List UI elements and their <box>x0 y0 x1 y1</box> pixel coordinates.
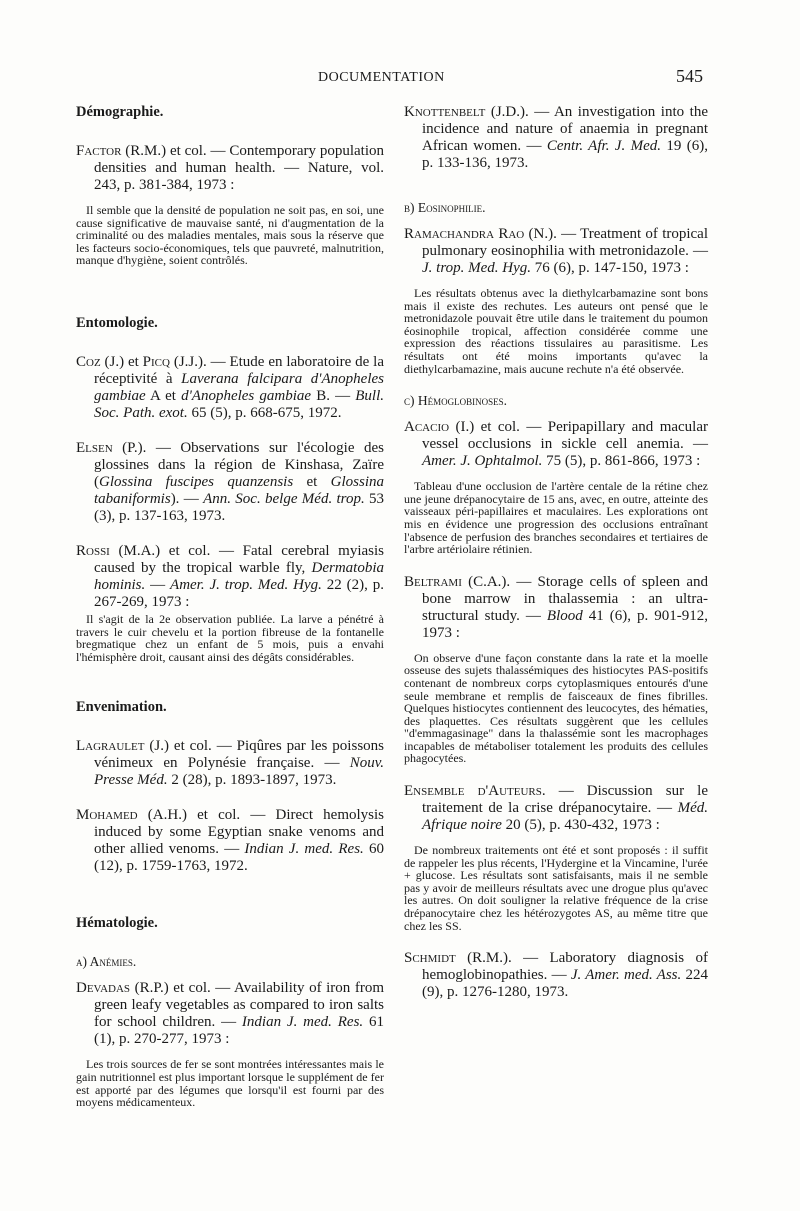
running-header: DOCUMENTATION <box>318 70 445 85</box>
sub-heading-anemies: a) Anémies. <box>76 954 137 970</box>
reference-beltrami: Beltrami (C.A.). — Storage cells of spleen and bone marrow in thalassemia : an ultra-structural study. — Blood 41 (6), p. 901-912, 1973 : <box>404 573 708 641</box>
sub-heading-hemoglobinoses: c) Hémoglobinoses. <box>404 393 508 409</box>
abstract-ensemble-auteurs: De nombreux traitements ont été et sont proposés : il suffit de rappeler les plus récents, l'Hydergine et la Vincamine, l'urée + glucose. Les résultats sont satisfaisants, mais il ne semble pas y avoir de meilleurs résultats avec une drogue plus qu'avec les autres. On doit souligner la relative fréquence de la crise drépanocytaire chez les hétérozygotes AS, au même titre que chez les SS. <box>404 843 708 933</box>
section-heading-hematologie: Hématologie. <box>76 915 158 932</box>
reference-rao: Ramachandra Rao (N.). — Treatment of tropical pulmonary eosinophilia with metronidazole. — J. trop. Med. Hyg. 76 (6), p. 147-150, 1973 : <box>404 226 709 276</box>
abstract-rossi: Il s'agit de la 2e observation publiée. La larve a pénétré à travers le cuir chevelu et la portion fibreuse de la fontanelle bregmatique chez un enfant de 5 mois, puis a envahi l'hémisphère droit, causant ainsi des dégâts considérables. <box>76 611 384 664</box>
page-number: 545 <box>676 66 703 86</box>
reference-factor: Factor (R.M.) et col. — Contemporary population densities and human health. — Nature, vol. 243, p. 381-384, 1973 : <box>76 143 384 193</box>
reference-elsen: Elsen (P.). — Observations sur l'écologie des glossines dans la région de Kinshasa, Zaïre (Glossina fuscipes quanzensis et Glossina tabaniformis). — Ann. Soc. belge Méd. trop. 53 (3), p. 137-163, 1973. <box>76 439 385 524</box>
reference-rossi: Rossi (M.A.) et col. — Fatal cerebral myiasis caused by the tropical warble fly, Dermatobia hominis. — Amer. J. trop. Med. Hyg. 22 (2), p. 267-269, 1973 : <box>76 542 385 610</box>
section-heading-envenimation: Envenimation. <box>76 699 167 716</box>
abstract-devadas: Les trois sources de fer se sont montrées intéressantes mais le gain nutritionnel est plus important lorsque le supplément de fer est apporté par des légumes que lorsqu'il est fourni par des moyens médicamenteux. <box>76 1057 384 1110</box>
abstract-beltrami: On observe d'une façon constante dans la rate et la moelle osseuse des sujets thalassémiques des histiocytes PAS-positifs contenant de nombreux corps cytoplasmiques entourés d'une seule membrane et remplis de faisceaux de fines fibrilles. Quelques histiocytes contiennent des leucocytes, des hématies, des plaquettes. Ces résultats suggèrent que les cellules "d'emmagasinage" dans la thalassémie sont les macrophages incapables de métaboliser totalement les produits des cellules phagocytées. <box>404 650 708 766</box>
right-column <box>404 104 708 1011</box>
reference-schmidt: Schmidt (R.M.). — Laboratory diagnosis of hemoglobinopathies. — J. Amer. med. Ass. 224 (9), p. 1276-1280, 1973. <box>404 950 708 1001</box>
section-heading-entomologie: Entomologie. <box>76 314 158 331</box>
sub-heading-eosinophilie: b) Eosinophilie. <box>404 200 486 215</box>
reference-mohamed: Mohamed (A.H.) et col. — Direct hemolysis induced by some Egyptian snake venoms and other allied venoms. — Indian J. med. Res. 60 (12), p. 1759-1763, 1972. <box>76 807 385 875</box>
abstract-acacio: Tableau d'une occlusion de l'artère centale de la rétine chez une jeune drépanocytaire de 15 ans, avec, en outre, atteinte des vaisseaux péri-papillaires et maculaires. Les explorations ont mis en évidence une progression des occlusions entraînant l'absence de perfusion des branches secondaires et tertiaires de l'arbre artériolaire rétinien. <box>404 479 708 557</box>
abstract-rao: Les résultats obtenus avec la diethylcarbamazine sont bons mais il existe des rechutes. Les auteurs ont pensé que le metronidazole pouvait être utile dans le traitement du poumon éosinophile tropical, affection considérée comme une expression des réactions tissulaires au parasitisme. Les résultats ont été moins importants qu'avec la diethylcarbamazine, mais aucune rechute n'a été observée. <box>404 286 708 376</box>
reference-knottenbelt: Knottenbelt (J.D.). — An investigation into the incidence and nature of anaemia in pregnant African women. — Centr. Afr. J. Med. 19 (6), p. 133-136, 1973. <box>404 104 708 171</box>
section-heading-demographie: Démographie. <box>76 104 164 120</box>
reference-coz: Coz (J.) et Picq (J.J.). — Etude en laboratoire de la réceptivité à Laverana falcipara d'Anopheles gambiae A et d'Anopheles gambiae B. — Bull. Soc. Path. exot. 65 (5), p. 668-675, 1972. <box>76 353 385 421</box>
reference-devadas: Devadas (R.P.) et col. — Availability of iron from green leafy vegetables as compared to iron salts for school children. — Indian J. med. Res. 61 (1), p. 270-277, 1973 : <box>76 980 385 1048</box>
abstract-factor: Il semble que la densité de population ne soit pas, en soi, une cause significative de mauvaise santé, ni d'augmentation de la criminalité ou des maladies mentales, mais sous la réserve que les facteurs socio-économiques, tels que pauvreté, malnutrition, manque d'hygiène, soient contrôlés. <box>76 203 384 268</box>
reference-ensemble-auteurs: Ensemble d'Auteurs. — Discussion sur le traitement de la crise drépanocytaire. — Méd. Afrique noire 20 (5), p. 430-432, 1973 : <box>404 783 708 834</box>
left-column <box>76 104 384 1127</box>
reference-lagraulet: Lagraulet (J.) et col. — Piqûres par les poissons vénimeux en Polynésie française. — Nouv. Presse Méd. 2 (28), p. 1893-1897, 1973. <box>76 738 384 789</box>
reference-acacio: Acacio (I.) et col. — Peripapillary and macular vessel occlusions in sickle cell anemia. — Amer. J. Ophtalmol. 75 (5), p. 861-866, 1973 : <box>404 419 708 470</box>
